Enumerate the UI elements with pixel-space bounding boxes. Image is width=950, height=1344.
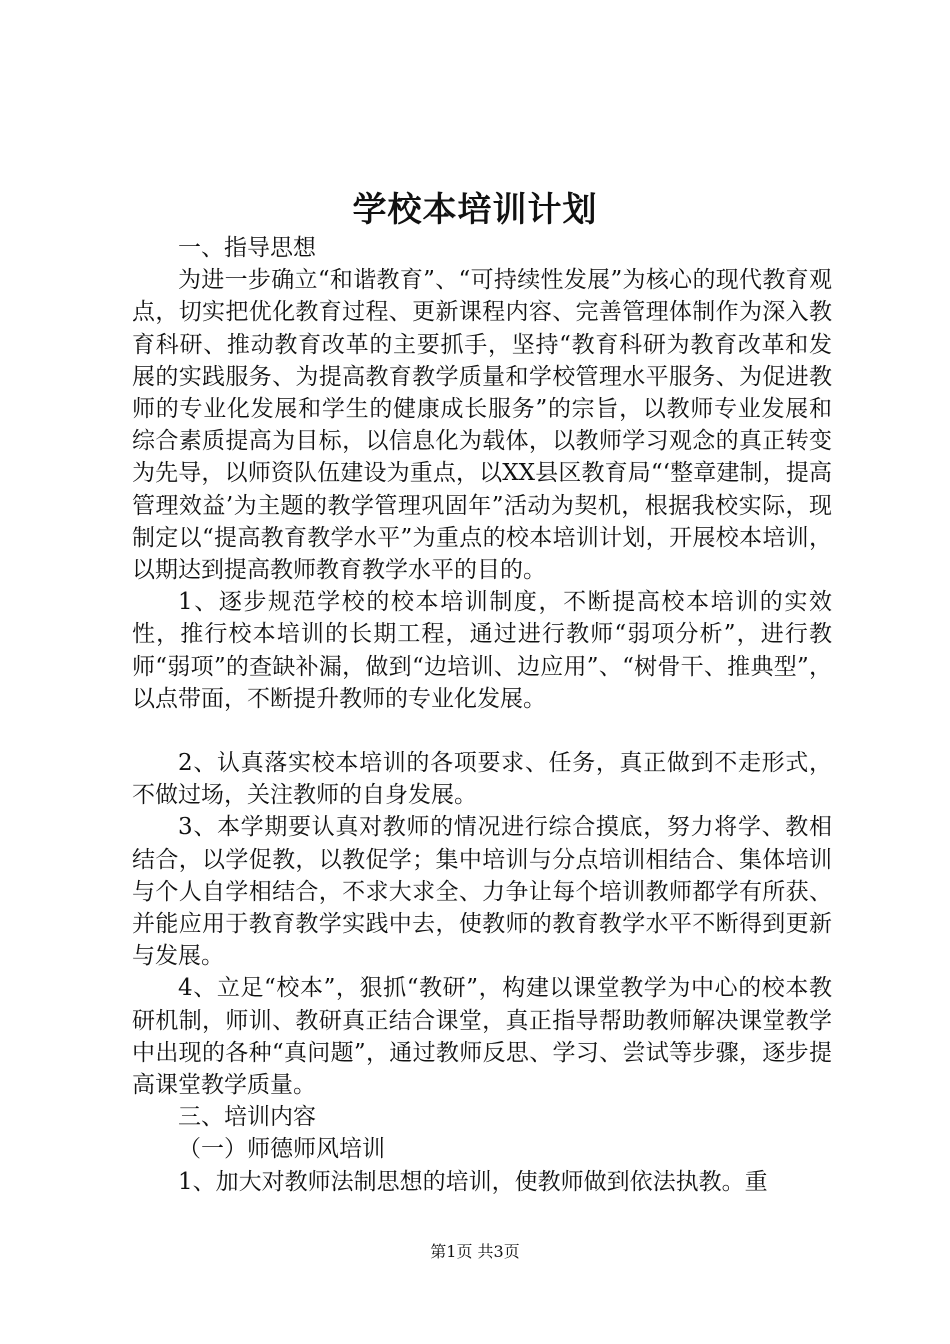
section-heading-guiding-thought: 一、指导思想 (178, 235, 316, 261)
document-body (132, 232, 832, 1198)
paragraph-item-3: 3、本学期要认真对教师的情况进行综合摸底，努力将学、教相结合，以学促教，以教促学；集中培训与分点培训相结合、集体培训与个人自学相结合，不求大求全、力争让每个培训教师都学有所获、并能应用于教育教学实践中去，使教师的教育教学水平不断得到更新与发展。 (132, 814, 832, 970)
paragraph-item-1: 1、逐步规范学校的校本培训制度，不断提高校本培训的实效性，推行校本培训的长期工程，通过进行教师“弱项分析”，进行教师“弱项”的查缺补漏，做到“边培训、边应用”、“树骨干、推典型”，以点带面，不断提升教师的专业化发展。 (132, 589, 832, 712)
page-footer: 第1页 共3页 (430, 1242, 520, 1261)
paragraph-guiding-thought: 为进一步确立“和谐教育”、“可持续性发展”为核心的现代教育观点，切实把优化教育过程、更新课程内容、完善管理体制作为深入教育科研、推动教育改革的主要抓手，坚持“教育科研为教育改革和发展的实践服务、为提高教育教学质量和学校管理水平服务、为促进教师的专业化发展和学生的健康成长服务”的宗旨，以教师专业发展和综合素质提高为目标，以信息化为载体，以教师学习观念的真正转变为先导，以师资队伍建设为重点，以XX县区教育局“‘整章建制，提高管理效益’为主题的教学管理巩固年”活动为契机，根据我校实际，现制定以“提高教育教学水平”为重点的校本培训计划，开展校本培训，以期达到提高教师教育教学水平的目的。 (132, 267, 832, 584)
paragraph-ethics-item-1: 1、加大对教师法制思想的培训，使教师做到依法执教。重 (178, 1168, 768, 1195)
paragraph-item-4: 4、立足“校本”，狠抓“教研”，构建以课堂教学为中心的校本教研机制，师训、教研真正结合课堂，真正指导帮助教师解决课堂教学中出现的各种“真问题”，通过教师反思、学习、尝试等步骤，逐步提高课堂教学质量。 (132, 975, 832, 1099)
paragraph-item-2: 2、认真落实校本培训的各项要求、任务，真正做到不走形式，不做过场，关注教师的自身发展。 (132, 750, 832, 809)
paragraph-spacer (132, 715, 832, 747)
document-title: 学校本培训计划 (352, 190, 598, 230)
subsection-heading-ethics: （一）师德师风培训 (178, 1136, 385, 1163)
section-heading-training-content: 三、培训内容 (178, 1104, 316, 1131)
